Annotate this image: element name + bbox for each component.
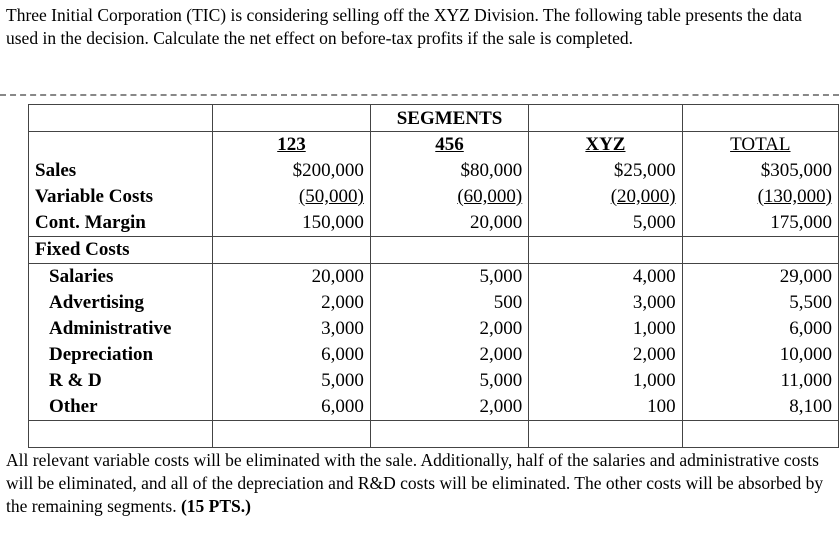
row-label-sales: Sales <box>35 160 77 181</box>
divider <box>0 94 839 96</box>
table-row-top <box>29 132 839 237</box>
cell-value: 175,000 <box>770 212 832 233</box>
cell-value: 6,000 <box>789 318 832 339</box>
problem-intro: Three Initial Corporation (TIC) is considering selling off the XYZ Division. The following table presents the data used in the decision. Calculate the net effect on before-tax profits if the sale is completed. <box>6 5 802 48</box>
column-header-xyz: XYZ <box>585 134 626 155</box>
row-label-administrative: Administrative <box>49 318 172 339</box>
cell-value: 1,000 <box>632 318 676 339</box>
cell-value: 5,000 <box>479 266 523 287</box>
segment-table <box>28 104 839 448</box>
cell-value: 20,000 <box>311 266 364 287</box>
cell-value: 2,000 <box>479 344 523 365</box>
row-label-other: Other <box>49 396 98 417</box>
column-header-456: 456 <box>435 134 464 155</box>
cell-value: 8,100 <box>789 396 832 417</box>
column-header-123: 123 <box>277 134 306 155</box>
table-row-empty <box>29 421 839 448</box>
row-label-depreciation: Depreciation <box>49 344 154 365</box>
cell-value: $305,000 <box>760 160 832 181</box>
cell-value: 5,000 <box>479 370 523 391</box>
table-row-fixed-costs <box>29 264 839 421</box>
cell-value: 6,000 <box>321 396 364 417</box>
problem-instructions <box>6 449 826 518</box>
points-label: (15 PTS.) <box>180 496 251 516</box>
cell-value: 3,000 <box>321 318 364 339</box>
row-label-variable-costs: Variable Costs <box>35 186 154 207</box>
cell-value: (60,000) <box>457 186 523 207</box>
cell-value: 5,500 <box>789 292 832 313</box>
column-header-total: TOTAL <box>730 134 791 155</box>
cell-value: $80,000 <box>460 160 523 181</box>
cell-value: 2,000 <box>321 292 364 313</box>
cell-value: 29,000 <box>779 266 832 287</box>
cell-value: $25,000 <box>613 160 676 181</box>
cell-value: 10,000 <box>779 344 832 365</box>
cell-value: 2,000 <box>479 396 523 417</box>
cell-value: 500 <box>493 292 523 313</box>
cell-value: 150,000 <box>302 212 364 233</box>
cell-value: 100 <box>647 396 676 417</box>
cell-value: 11,000 <box>780 370 832 391</box>
cell-value: 2,000 <box>632 344 676 365</box>
row-label-fixed-costs: Fixed Costs <box>29 237 213 264</box>
cell-value: (130,000) <box>757 186 832 207</box>
instructions-text: All relevant variable costs will be eliminated with the sale. Additionally, half of the salaries and administrative costs will be eliminated, and all of the depreciation and R&D costs will be eliminated. The other costs will be absorbed by the remaining segments. <box>6 450 824 516</box>
row-label-salaries: Salaries <box>49 266 114 287</box>
cell-value: (50,000) <box>298 186 364 207</box>
row-label-cont-margin: Cont. Margin <box>35 212 146 233</box>
cell-value: (20,000) <box>610 186 676 207</box>
cell-value: 2,000 <box>479 318 523 339</box>
table-row-fixed-costs-heading <box>29 237 839 264</box>
cell-value: 4,000 <box>632 266 676 287</box>
cell-value: 1,000 <box>632 370 676 391</box>
segments-header: SEGMENTS <box>396 108 503 129</box>
cell-value: 5,000 <box>321 370 364 391</box>
cell-value: 3,000 <box>632 292 676 313</box>
cell-value: 6,000 <box>321 344 364 365</box>
row-label-advertising: Advertising <box>49 292 144 313</box>
cell-value: $200,000 <box>292 160 364 181</box>
row-label-r-and-d: R & D <box>49 370 102 391</box>
cell-value: 20,000 <box>469 212 523 233</box>
cell-value: 5,000 <box>632 212 676 233</box>
